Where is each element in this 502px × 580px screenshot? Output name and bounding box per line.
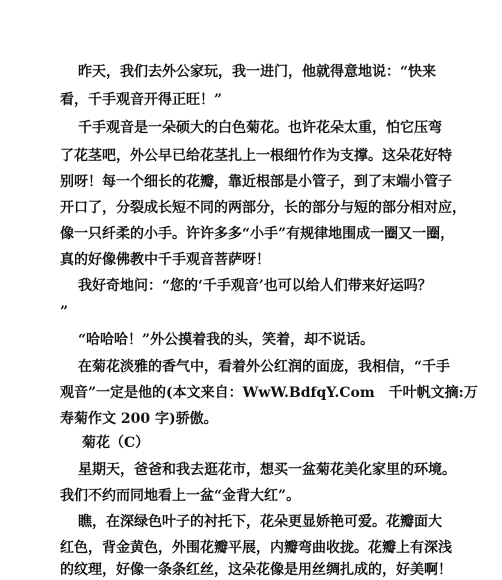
paragraph-line-18: 瞧，在深绿色叶子的衬托下，花朵更显娇艳可爱。花瓣面大	[78, 514, 442, 530]
paragraph-line-20: 的纹理，好像一条条红丝，这朵花像是用丝绸扎成的，好美啊！	[60, 562, 452, 578]
section-heading: 菊花（C）	[82, 435, 150, 451]
paragraph-line-12: 在菊花淡雅的香气中，看着外公红润的面庞，我相信，“千手	[78, 359, 451, 375]
paragraph-line-16: 星期天，爸爸和我去逛花市，想买一盆菊花美化家里的环境。	[78, 462, 456, 478]
paragraph-line-9: 我好奇地问：“您的‘千手观音’也可以给人们带来好运吗？	[78, 278, 432, 294]
paragraph-line-11: “哈哈哈！”外公摸着我的头，笑着，却不说话。	[78, 332, 375, 348]
paragraph-line-19: 红色，背金黄色，外围花瓣平展，内瓣弯曲收拢。花瓣上有深浅	[60, 540, 452, 556]
paragraph-line-1: 昨天，我们去外公家玩，我一进门，他就得意地说：“快来	[78, 64, 437, 80]
paragraph-line-14: 寿菊作文 200 字)骄傲。	[60, 411, 218, 427]
paragraph-line-8: 真的好像佛教中千手观音菩萨呀！	[60, 252, 270, 268]
paragraph-line-5: 别呀！每一个细长的花瓣，靠近根部是小管子，到了末端小管子	[60, 174, 452, 190]
paragraph-line-13: 观音”一定是他的(本文来自：WwW.BdfqY.Com 千叶帆文摘:万	[60, 385, 478, 401]
paragraph-line-7: 像一只纤柔的小手。许许多多“小手”有规律地围成一圈又一圈，	[60, 226, 455, 242]
paragraph-line-3: 千手观音是一朵硕大的白色菊花。也许花朵太重，怕它压弯	[78, 120, 442, 136]
paragraph-line-10: ”	[60, 304, 69, 320]
paragraph-line-4: 了花茎吧，外公早已给花茎扎上一根细竹作为支撑。这朵花好特	[60, 148, 452, 164]
paragraph-line-6: 开口了，分裂成长短不同的两部分，长的部分与短的部分相对应，	[60, 200, 466, 216]
paragraph-line-2: 看，千手观音开得正旺！”	[60, 92, 223, 108]
paragraph-line-17: 我们不约而同地看上一盆“金背大红”。	[60, 488, 301, 504]
